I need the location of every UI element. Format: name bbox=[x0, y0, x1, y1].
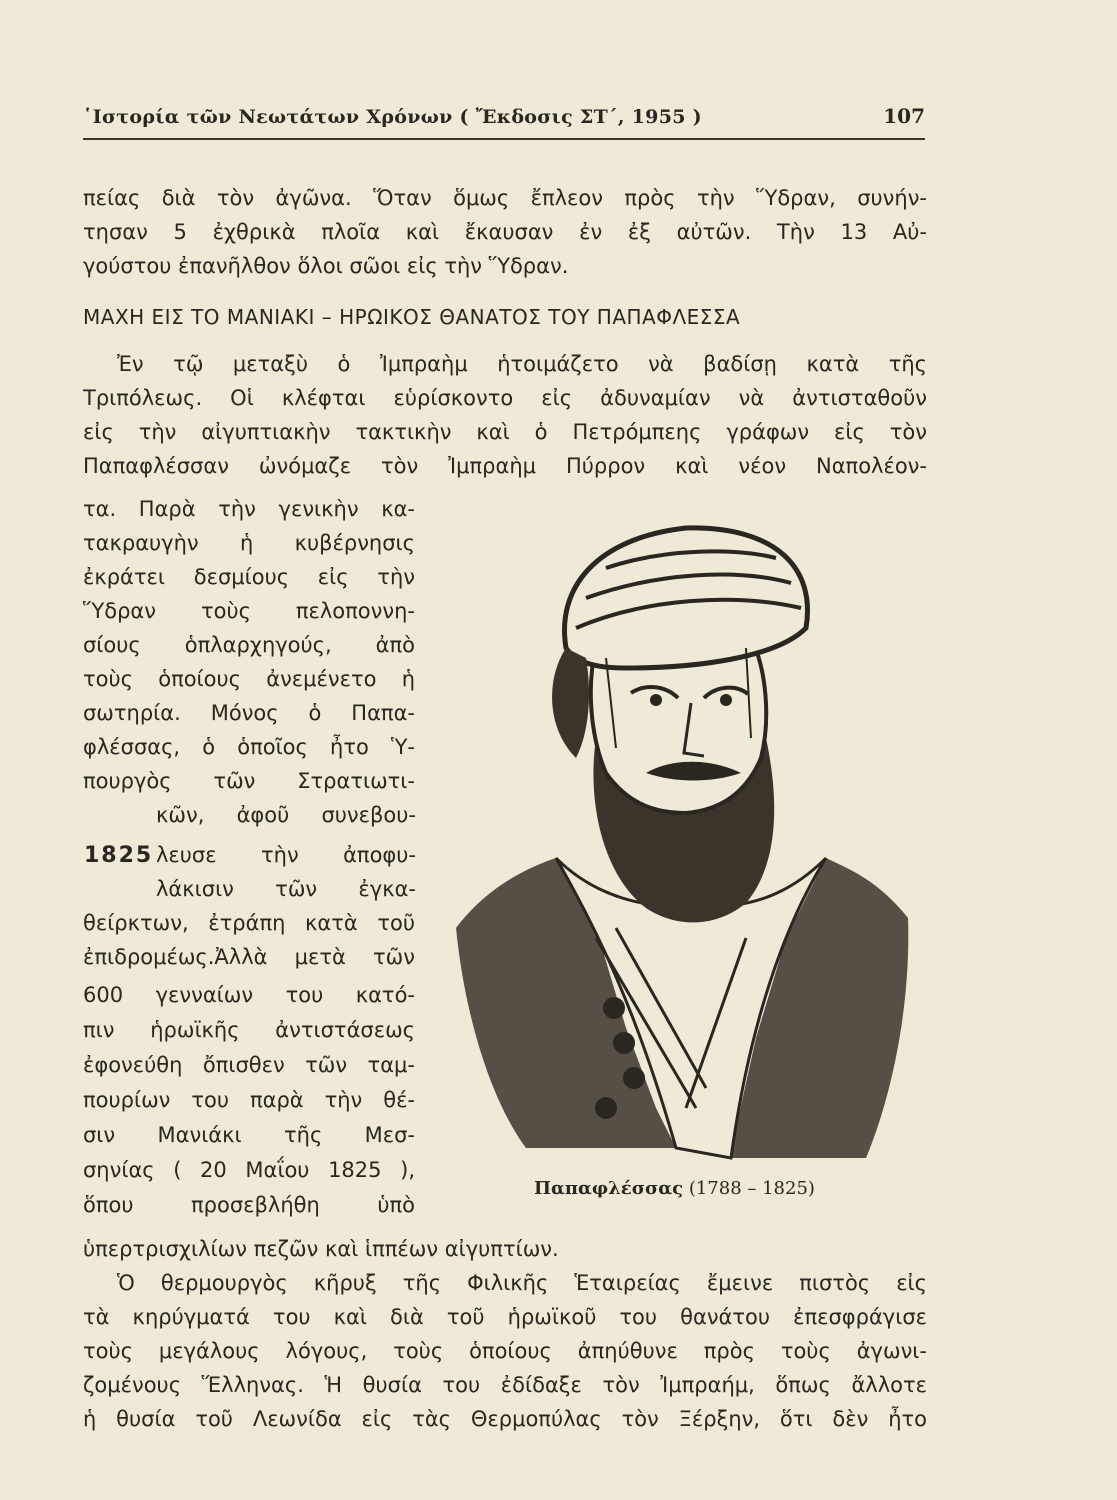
column-line: σηνίας ( 20 Μαΐου 1825 ), bbox=[83, 1158, 415, 1182]
text-line: Παπαφλέσσαν ὠνόμαζε τὸν Ἰμπραὴμ Πύρρον καὶ νέον Ναπολέον- bbox=[83, 454, 927, 478]
portrait-caption bbox=[534, 1178, 815, 1199]
column-line: λάκισιν τῶν ἐγκα- bbox=[156, 877, 416, 901]
column-line: τοὺς ὁποίους ἀνεμένετο ἡ bbox=[83, 667, 415, 691]
column-line: Ὕδραν τοὺς πελοποννη- bbox=[83, 599, 415, 623]
text-line: ὑπερτρισχιλίων πεζῶν καὶ ἱππέων αἰγυπτίων. bbox=[83, 1237, 559, 1261]
text-line: ἡ θυσία τοῦ Λεωνίδα εἰς τὰς Θερμοπύλας τὸν Ξέρξην, ὅτι δὲν ἦτο bbox=[83, 1407, 927, 1431]
column-line: πιν ἡρωϊκῆς ἀντιστάσεως bbox=[83, 1018, 415, 1042]
margin-year: 1825 bbox=[84, 843, 154, 868]
text-line: εἰς τὴν αἰγυπτιακὴν τακτικὴν καὶ ὁ Πετρόμπεης γράφων εἰς τὸν bbox=[83, 420, 927, 444]
column-line: κῶν, ἀφοῦ συνεβου- bbox=[156, 803, 416, 827]
text-line: τησαν 5 ἐχθρικὰ πλοῖα καὶ ἔκαυσαν ἐν ἐξ αὐτῶν. Τὴν 13 Αὐ- bbox=[83, 220, 927, 244]
column-line: θείρκτων, ἐτράπη κατὰ τοῦ bbox=[83, 911, 415, 935]
section-heading: ΜΑΧΗ ΕΙΣ ΤΟ ΜΑΝΙΑΚΙ – ΗΡΩΙΚΟΣ ΘΑΝΑΤΟΣ ΤΟΥ ΠΑΠΑΦΛΕΣΣΑ bbox=[83, 305, 741, 329]
text-line: τὰ κηρύγματά του καὶ διὰ τοῦ ἡρωϊκοῦ του θανάτου ἐπεσφράγισε bbox=[83, 1305, 927, 1329]
column-line: ἐφονεύθη ὄπισθεν τῶν ταμ- bbox=[83, 1053, 415, 1077]
text-line: ζομένους Ἕλληνας. Ἡ θυσία του ἐδίδαξε τὸν Ἰμπραήμ, ὅπως ἄλλοτε bbox=[83, 1373, 927, 1397]
column-line: σωτηρία. Μόνος ὁ Παπα- bbox=[83, 701, 415, 725]
column-line: πουρίων του παρὰ τὴν θέ- bbox=[83, 1088, 415, 1112]
column-line: τα. Παρὰ τὴν γενικὴν κα- bbox=[83, 497, 415, 521]
column-line: 600 γενναίων του κατό- bbox=[83, 983, 415, 1007]
text-line: Ὁ θερμουργὸς κῆρυξ τῆς Φιλικῆς Ἑταιρείας ἔμεινε πιστὸς εἰς bbox=[117, 1271, 927, 1295]
caption-dates: (1788 – 1825) bbox=[688, 1178, 815, 1199]
portrait-illustration bbox=[446, 508, 918, 1168]
column-line: ὅπου προσεβλήθη ὑπὸ bbox=[83, 1193, 415, 1217]
caption-name: Παπαφλέσσας bbox=[534, 1178, 684, 1199]
column-line: τακραυγὴν ἡ κυβέρνησις bbox=[83, 531, 415, 555]
column-line: σιν Μανιάκι τῆς Μεσ- bbox=[83, 1123, 415, 1147]
page-number: 107 bbox=[883, 104, 925, 128]
column-line: σίους ὁπλαρχηγούς, ἀπὸ bbox=[83, 633, 415, 657]
text-line: γούστου ἐπανῆλθον ὅλοι σῶοι εἰς τὴν Ὕδραν. bbox=[83, 254, 569, 278]
column-line: ἐπιδρομέως.Ἀλλὰ μετὰ τῶν bbox=[83, 945, 415, 969]
column-line: ἐκράτει δεσμίους εἰς τὴν bbox=[83, 565, 415, 589]
text-line: πείας διὰ τὸν ἀγῶνα. Ὅταν ὅμως ἔπλεον πρὸς τὴν Ὕδραν, συνήν- bbox=[83, 186, 927, 210]
text-line: τοὺς μεγάλους λόγους, τοὺς ὁποίους ἀπηύθυνε πρὸς τοὺς ἀγωνι- bbox=[83, 1339, 927, 1363]
column-line: λευσε τὴν ἀποφυ- bbox=[156, 843, 416, 867]
page-header bbox=[83, 98, 925, 140]
text-line: Ἐν τῷ μεταξὺ ὁ Ἰμπραὴμ ἡτοιμάζετο νὰ βαδίσῃ κατὰ τῆς bbox=[117, 352, 927, 376]
column-line: πουργὸς τῶν Στρατιωτι- bbox=[83, 769, 415, 793]
running-title: ῾Ιστορία τῶν Νεωτάτων Χρόνων ( Ἔκδοσις ΣΤ΄, 1955 ) bbox=[83, 106, 702, 128]
column-line: φλέσσας, ὁ ὁποῖος ἦτο Ὑ- bbox=[83, 735, 415, 759]
text-line: Τριπόλεως. Οἱ κλέφται εὑρίσκοντο εἰς ἀδυναμίαν νὰ ἀντισταθοῦν bbox=[83, 386, 927, 410]
